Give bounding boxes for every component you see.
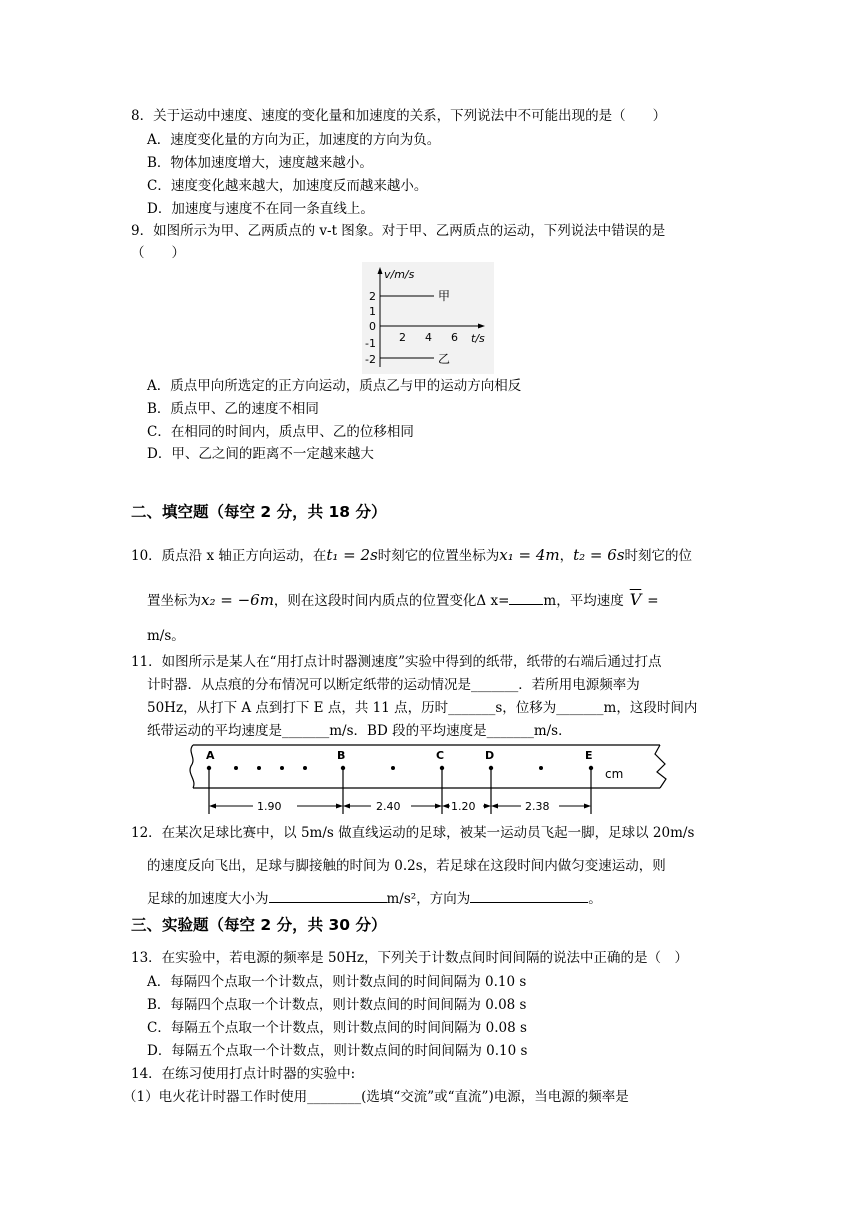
tape-left-tear — [190, 745, 194, 788]
q11-line-1: 11．如图所示是某人在“用打点计时器测速度”实验中得到的纸带，纸带的右端后通过打点 — [131, 654, 662, 670]
tape-seg-cd: 1.20 — [451, 800, 476, 813]
q10-text-8: = — [647, 593, 659, 609]
vt-xtick-4: 4 — [425, 331, 432, 344]
q10-text-4: 时刻它的位 — [624, 548, 693, 564]
q8-option-c: C．速度变化越来越大，加速度反而越来越小。 — [147, 178, 428, 194]
q13-option-a: A．每隔四个点取一个计数点，则计数点间的时间间隔为 0.10 s — [147, 974, 527, 990]
tape-seg-ab: 1.90 — [257, 800, 282, 813]
tape-arrow-icon — [435, 804, 442, 809]
vt-ytick-2: 2 — [369, 290, 376, 303]
q14-line-1: （1）电火花计时器工作时使用________(选填“交流”或“直流”)电源，当电源的频率是 — [123, 1089, 629, 1105]
q10-text-1: 10．质点沿 x 轴正方向运动，在 — [131, 548, 327, 564]
tape-arrow-icon — [584, 804, 591, 809]
tape-arrow-icon — [343, 804, 350, 809]
q9-stem-bracket: （ ） — [131, 245, 185, 261]
vt-xlabel: t/s — [471, 332, 485, 345]
tape-arrow-icon — [484, 804, 491, 809]
q12-text-3: 。 — [588, 891, 602, 907]
section-2-title: 二、填空题（每空 2 分，共 18 分） — [131, 503, 387, 521]
tape-dot — [391, 766, 395, 770]
vt-ytick-0: 0 — [369, 320, 376, 333]
q10-vbar: $\overline{V}$ — [629, 590, 642, 609]
q10-unit: m/s。 — [147, 628, 185, 644]
q12-blank-direction[interactable] — [470, 888, 588, 903]
q9-option-c: C．在相同的时间内，质点甲、乙的位移相同 — [147, 424, 414, 440]
q12-text-2: m/s²，方向为 — [386, 891, 471, 907]
tape-label-c: C — [436, 749, 445, 762]
q13-option-d: D．每隔五个点取一个计数点，则计数点间的时间间隔为 0.10 s — [147, 1043, 528, 1059]
vt-xtick-2: 2 — [399, 331, 406, 344]
q10-line-2 — [147, 590, 659, 611]
vt-ytick-neg1: -1 — [365, 337, 376, 350]
q13-option-c: C．每隔五个点取一个计数点，则计数点间的时间间隔为 0.08 s — [147, 1020, 527, 1036]
vt-ytick-1: 1 — [369, 305, 376, 318]
tape-dot — [280, 766, 284, 770]
tape-dot — [303, 766, 307, 770]
tape-label-e: E — [585, 749, 593, 762]
q10-t1: t₁ = 2s — [326, 546, 378, 564]
vt-graph — [362, 262, 494, 374]
q10-t2: t₂ = 6s — [573, 546, 625, 564]
q10-text-7: m，平均速度 — [543, 593, 624, 609]
vt-label-jia: 甲 — [438, 289, 451, 303]
vt-label-yi: 乙 — [438, 352, 451, 366]
tape-arrow-icon — [442, 804, 449, 809]
tape-label-a: A — [206, 749, 215, 762]
tape-dot — [234, 766, 238, 770]
q11-line-4: 纸带运动的平均速度是_______m/s．BD 段的平均速度是_______m/s． — [147, 723, 572, 739]
q10-x2: x₂ = −6m — [201, 591, 274, 609]
q8-stem: 8．关于运动中速度、速度的变化量和加速度的关系，下列说法中不可能出现的是（ ） — [131, 108, 667, 124]
q10-x1: x₁ = 4m — [499, 546, 560, 564]
vt-ylabel: v/m/s — [384, 268, 415, 281]
q12-line-2: 的速度反向飞出，足球与脚接触的时间为 0.2s，若足球在这段时间内做匀变速运动，则 — [147, 858, 666, 874]
q8-option-b: B．物体加速度增大，速度越来越小。 — [147, 155, 373, 171]
tape-seg-bc: 2.40 — [376, 800, 401, 813]
q14-stem: 14．在练习使用打点计时器的实验中: — [131, 1066, 356, 1082]
tape-arrow-icon — [491, 804, 498, 809]
q10-text-2: 时刻它的位置坐标为 — [377, 548, 500, 564]
tape-seg-de: 2.38 — [525, 800, 550, 813]
q10-line-1 — [131, 545, 692, 566]
q12-blank-accel[interactable] — [269, 888, 387, 903]
q11-line-2: 计时器．从点痕的分布情况可以断定纸带的运动情况是_______．若所用电源频率为 — [147, 677, 640, 693]
q10-text-6: ，则在这段时间内质点的位置变化Δ x= — [273, 593, 510, 609]
vt-graph-background — [362, 262, 494, 374]
section-3-title: 三、实验题（每空 2 分，共 30 分） — [131, 916, 387, 934]
tape-arrow-icon — [336, 804, 343, 809]
q11-line-3: 50Hz，从打下 A 点到打下 E 点，共 11 点，历时_______s，位移为_______m，这段时间内 — [147, 700, 698, 716]
vt-xtick-6: 6 — [451, 331, 458, 344]
q12-line-3 — [147, 888, 602, 909]
tape-unit: cm — [605, 767, 624, 781]
tape-label-d: D — [485, 749, 495, 762]
vt-ytick-neg2: -2 — [365, 353, 376, 366]
paper-tape-figure — [185, 742, 675, 822]
tape-dot — [257, 766, 261, 770]
tape-arrow-icon — [209, 804, 216, 809]
q13-stem: 13．在实验中，若电源的频率是 50Hz，下列关于计数点间时间间隔的说法中正确的是（ ） — [131, 950, 689, 966]
q9-option-a: A．质点甲向所选定的正方向运动，质点乙与甲的运动方向相反 — [147, 378, 522, 394]
q12-text-1: 足球的加速度大小为 — [147, 891, 269, 907]
tape-label-b: B — [337, 749, 346, 762]
q8-option-a: A．速度变化量的方向为正，加速度的方向为负。 — [147, 132, 441, 148]
q12-line-1: 12．在某次足球比赛中，以 5m/s 做直线运动的足球，被某一运动员飞起一脚，足球以 20m/s — [131, 825, 695, 841]
q10-text-3: ， — [559, 548, 574, 564]
q10-text-5: 置坐标为 — [147, 593, 201, 609]
q9-option-d: D．甲、乙之间的距离不一定越来越大 — [147, 446, 374, 462]
q9-stem: 9．如图所示为甲、乙两质点的 v-t 图象。对于甲、乙两质点的运动，下列说法中错误的是 — [131, 223, 666, 239]
q9-option-b: B．质点甲、乙的速度不相同 — [147, 401, 319, 417]
q13-option-b: B．每隔四个点取一个计数点，则计数点间的时间间隔为 0.08 s — [147, 997, 527, 1013]
q10-blank-dx[interactable] — [509, 590, 543, 605]
tape-dot — [539, 766, 543, 770]
q8-option-d: D．加速度与速度不在同一条直线上。 — [147, 201, 374, 217]
tape-right-tear — [655, 745, 666, 788]
